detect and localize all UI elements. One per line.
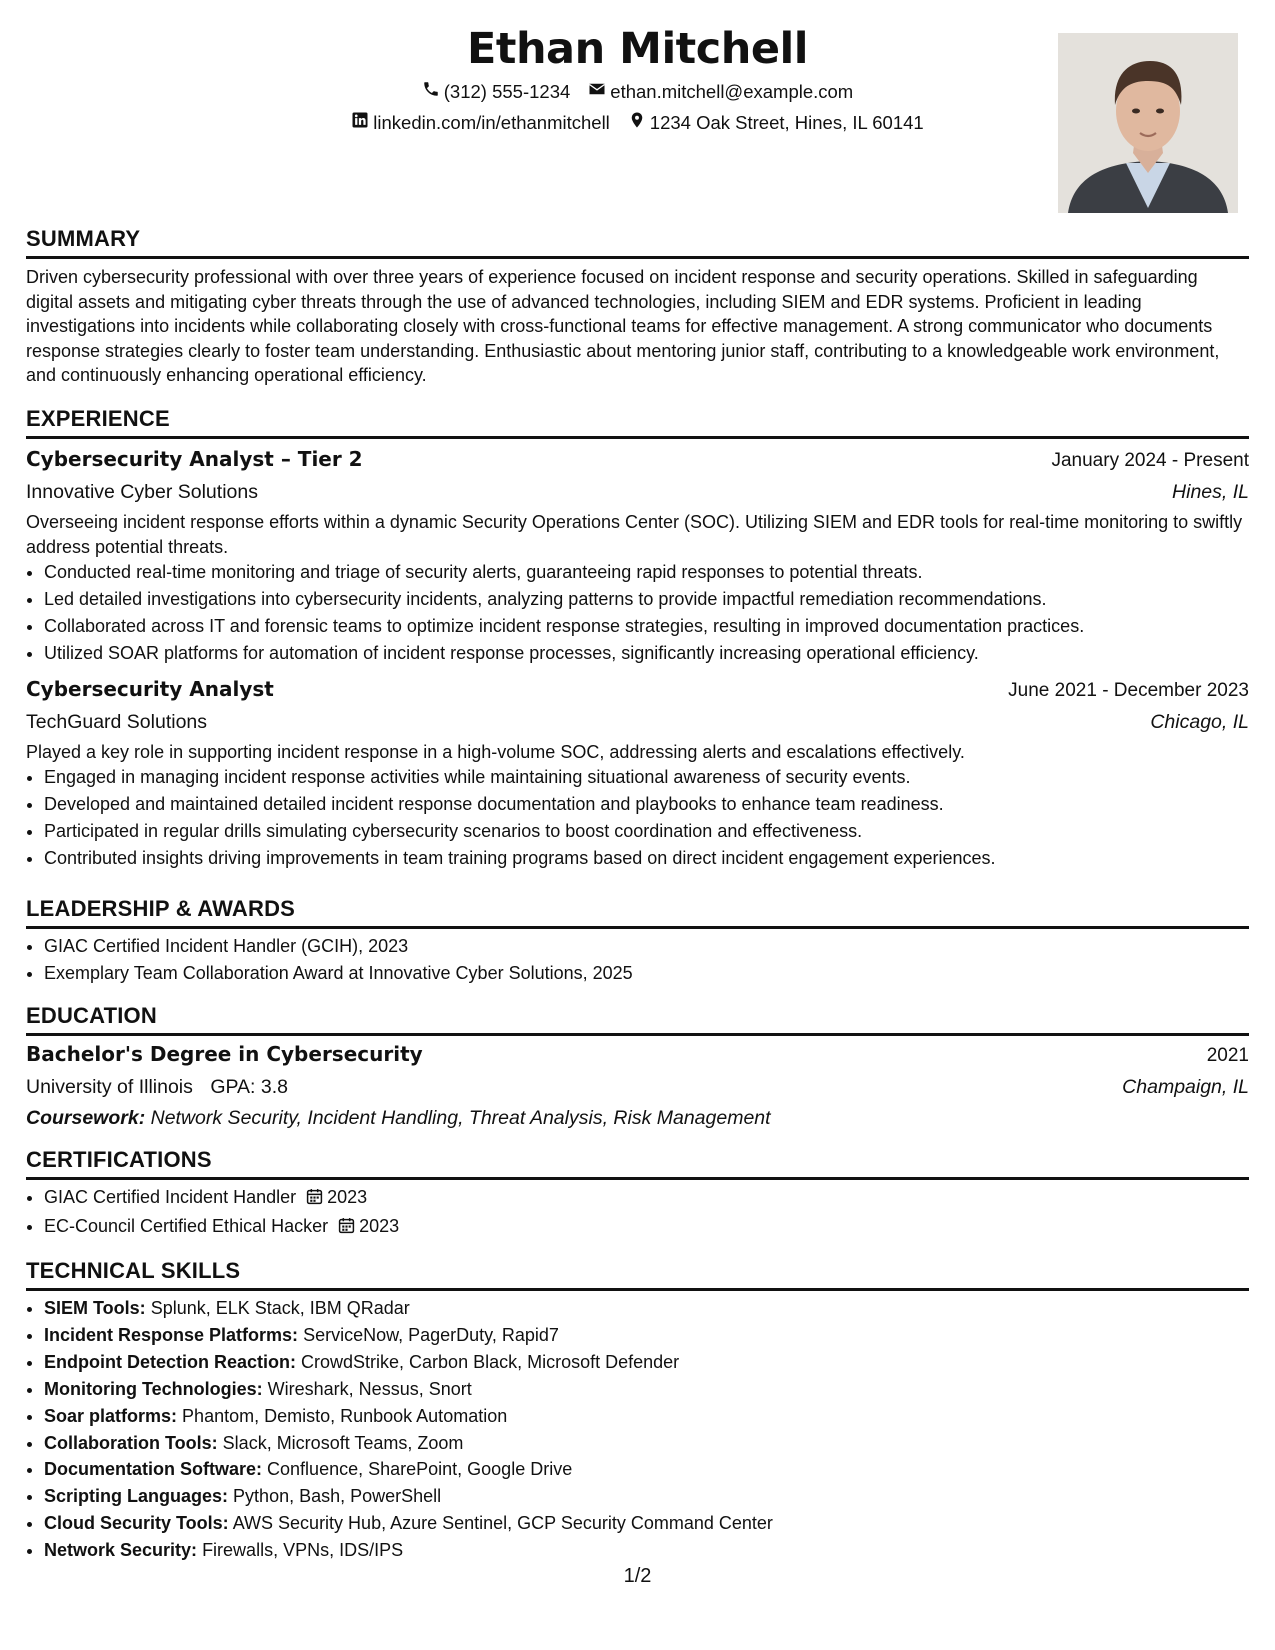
linkedin-url: linkedin.com/in/ethanmitchell	[373, 112, 610, 133]
education-section	[26, 1002, 1249, 1134]
phone-icon	[422, 76, 440, 107]
skill-value: CrowdStrike, Carbon Black, Microsoft Defender	[301, 1351, 680, 1372]
skill-label: Endpoint Detection Reaction:	[44, 1351, 296, 1372]
job-title: Cybersecurity Analyst – Tier 2	[26, 447, 363, 471]
list-item	[44, 1184, 1249, 1213]
degree-name: Bachelor's Degree in Cybersecurity	[26, 1042, 423, 1066]
school-location: Champaign, IL	[1122, 1076, 1249, 1098]
job-description: Overseeing incident response efforts within a dynamic Security Operations Center (SOC). Utilizing SIEM and EDR tools for real-time monitoring to swiftly address potential threats.	[26, 512, 1243, 557]
gpa: GPA: 3.8	[210, 1076, 288, 1098]
list-item	[44, 1213, 1249, 1242]
list-item	[44, 1322, 1249, 1349]
experience-section	[26, 405, 1249, 872]
skill-label: Documentation Software:	[44, 1459, 263, 1480]
phone-number: (312) 555-1234	[443, 81, 571, 102]
list-item: • Developed and maintained detailed incident response documentation and playbooks to enhance team readiness.	[44, 791, 1249, 818]
job-dates: January 2024 - Present	[1051, 450, 1249, 471]
linkedin-icon	[351, 107, 369, 138]
list-item	[44, 1403, 1249, 1430]
calendar-icon	[338, 1215, 355, 1242]
list-item: • Utilized SOAR platforms for automation of incident response processes, significantly increasing operational efficiency.	[44, 640, 1249, 667]
graduation-year: 2021	[1206, 1045, 1249, 1066]
summary-section	[26, 225, 1249, 388]
skill-label: Scripting Languages:	[44, 1486, 229, 1507]
awards-list	[26, 933, 1249, 987]
skill-value: Confluence, SharePoint, Google Drive	[267, 1459, 573, 1480]
education-heading: EDUCATION	[26, 1002, 1249, 1036]
page-number: 1/2	[623, 1565, 652, 1587]
experience-heading: EXPERIENCE	[26, 405, 1249, 439]
skill-label: SIEM Tools:	[44, 1298, 146, 1318]
job-description: Played a key role in supporting incident response in a high-volume SOC, addressing alerts and escalations effectively.	[26, 741, 965, 762]
resume-page	[26, 0, 1249, 1650]
list-item	[44, 1376, 1249, 1403]
job-title: Cybersecurity Analyst	[26, 676, 274, 701]
job-bullets	[26, 559, 1249, 667]
skills-heading: TECHNICAL SKILLS	[26, 1257, 1249, 1291]
certification-year: 2023	[359, 1215, 400, 1236]
list-item	[44, 1430, 1249, 1457]
skills-section	[26, 1257, 1249, 1564]
skill-label: Collaboration Tools:	[44, 1432, 218, 1453]
skill-value: AWS Security Hub, Azure Sentinel, GCP Security Command Center	[232, 1513, 773, 1534]
skill-value: Phantom, Demisto, Runbook Automation	[182, 1405, 508, 1426]
skill-label: Incident Response Platforms:	[44, 1324, 299, 1345]
job-bullets	[26, 764, 1249, 872]
job-location: Hines, IL	[1172, 481, 1249, 503]
list-item	[44, 1483, 1249, 1510]
coursework-label: Coursework:	[26, 1107, 146, 1129]
certifications-heading: CERTIFICATIONS	[26, 1146, 1249, 1180]
email-address: ethan.mitchell@example.com	[610, 81, 854, 102]
email-contact[interactable]	[588, 76, 853, 107]
certification-name: GIAC Certified Incident Handler	[44, 1187, 297, 1207]
list-item: • Participated in regular drills simulating cybersecurity scenarios to boost coordination and effectiveness.	[44, 818, 1249, 845]
summary-text: Driven cybersecurity professional with over three years of experience focused on incident response and security operations. Skilled in safeguarding digital assets and mitigating cyber threats through the use of advanced technologies, including SIEM and EDR systems. Proficient in leading investigations into incidents while collaborating closely with cross-functional teams for effective management. A strong communicator who documents response strategies clearly to foster team understanding. Enthusiastic about mentoring junior staff, contributing to a knowledgeable work environment, and continuously enhancing operational efficiency.	[26, 267, 1220, 386]
linkedin-contact[interactable]	[351, 107, 610, 138]
company-name: TechGuard Solutions	[26, 710, 208, 733]
profile-photo	[1058, 33, 1238, 213]
list-item: • Engaged in managing incident response activities while maintaining situational awareness of security events.	[44, 764, 1249, 791]
address: 1234 Oak Street, Hines, IL 60141	[649, 112, 924, 133]
list-item	[44, 1295, 1249, 1322]
address-contact	[628, 107, 924, 138]
summary-heading: SUMMARY	[26, 225, 1249, 259]
candidate-name: Ethan Mitchell	[467, 24, 808, 74]
certifications-list	[26, 1184, 1249, 1242]
list-item: • Contributed insights driving improvements in team training programs based on direct incident engagement experiences.	[44, 845, 1249, 872]
awards-section	[26, 895, 1249, 987]
envelope-icon	[588, 76, 606, 107]
list-item: • Conducted real-time monitoring and triage of security alerts, guaranteeing rapid responses to potential threats.	[44, 559, 1249, 586]
calendar-icon	[306, 1186, 323, 1213]
map-pin-icon	[628, 107, 646, 138]
skill-value: Wireshark, Nessus, Snort	[267, 1378, 472, 1399]
list-item	[44, 1510, 1249, 1537]
job-entry	[26, 673, 1249, 872]
school-name: University of Illinois	[26, 1076, 193, 1098]
job-dates: June 2021 - December 2023	[1008, 679, 1249, 701]
phone-contact	[422, 76, 571, 107]
list-item: • Collaborated across IT and forensic teams to optimize incident response strategies, resulting in improved documentation practices.	[44, 613, 1249, 640]
company-name: Innovative Cyber Solutions	[26, 481, 258, 503]
skill-value: Python, Bash, PowerShell	[233, 1486, 442, 1507]
job-location: Chicago, IL	[1150, 710, 1249, 733]
awards-heading: LEADERSHIP & AWARDS	[26, 895, 1249, 929]
certification-year: 2023	[327, 1187, 368, 1207]
list-item	[44, 1456, 1249, 1483]
list-item: • GIAC Certified Incident Handler (GCIH), 2023	[44, 933, 1249, 960]
skill-label: Cloud Security Tools:	[44, 1513, 229, 1534]
skill-label: Soar platforms:	[44, 1405, 178, 1426]
skill-value: Splunk, ELK Stack, IBM QRadar	[150, 1298, 410, 1318]
skill-value: ServiceNow, PagerDuty, Rapid7	[303, 1324, 559, 1345]
list-item	[44, 1537, 1249, 1564]
coursework-line	[26, 1103, 1249, 1134]
list-item: • Exemplary Team Collaboration Award at Innovative Cyber Solutions, 2025	[44, 960, 1249, 987]
list-item: • Led detailed investigations into cybersecurity incidents, analyzing patterns to provide impactful remediation recommendations.	[44, 586, 1249, 613]
skill-value: Slack, Microsoft Teams, Zoom	[222, 1432, 464, 1453]
skill-value: Firewalls, VPNs, IDS/IPS	[202, 1540, 404, 1561]
coursework-list: Network Security, Incident Handling, Threat Analysis, Risk Management	[150, 1107, 771, 1129]
skill-label: Monitoring Technologies:	[44, 1378, 263, 1399]
list-item	[44, 1349, 1249, 1376]
certification-name: EC-Council Certified Ethical Hacker	[44, 1215, 329, 1236]
job-entry	[26, 443, 1249, 667]
certifications-section	[26, 1146, 1249, 1242]
skills-list	[26, 1295, 1249, 1564]
skill-label: Network Security:	[44, 1540, 198, 1561]
